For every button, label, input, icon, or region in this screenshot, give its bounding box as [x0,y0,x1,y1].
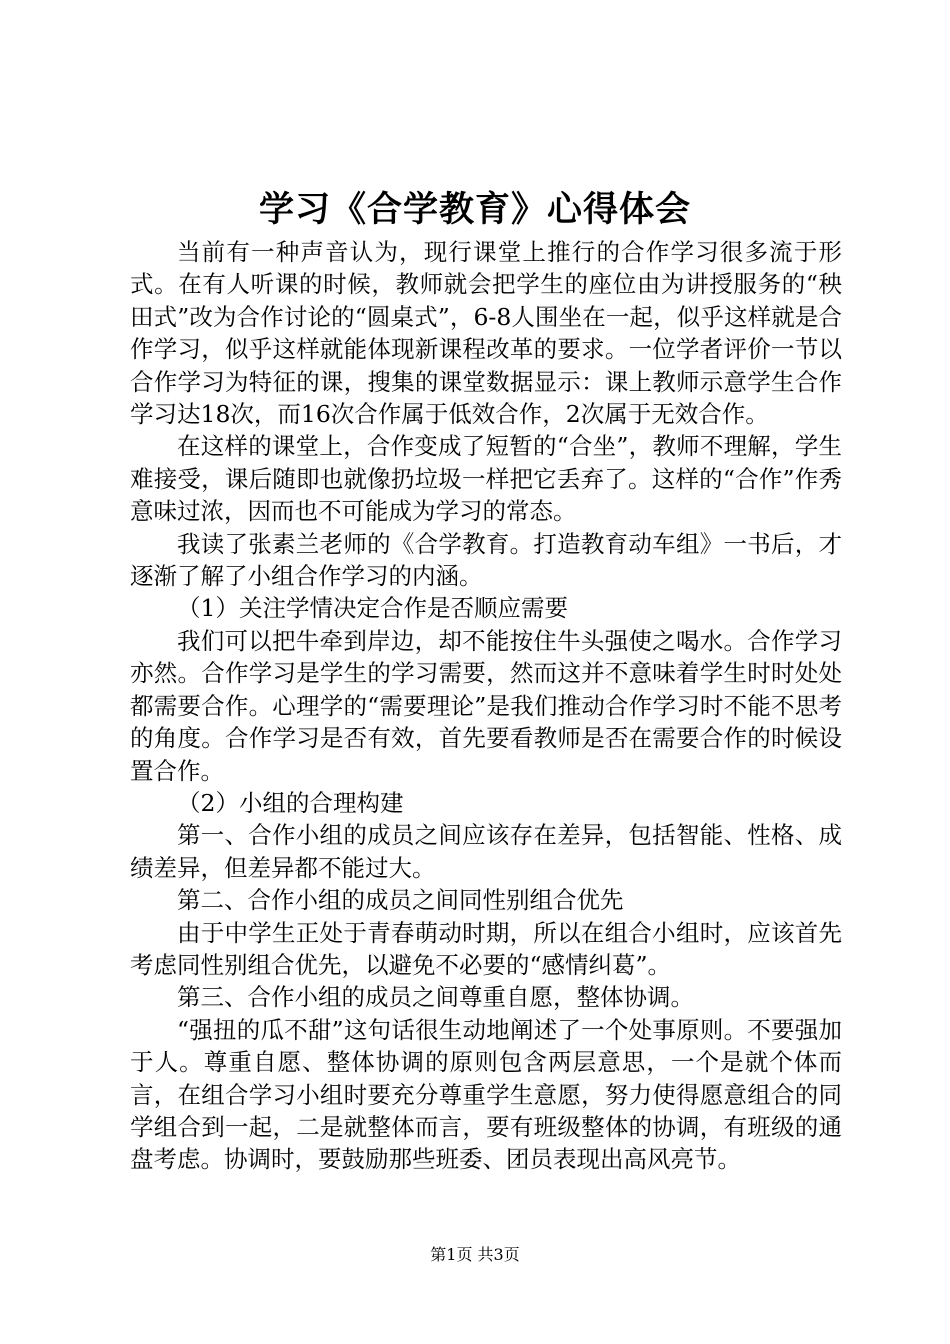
paragraph-2: 在这样的课堂上，合作变成了短暂的“合坐”，教师不理解，学生难接受，课后随即也就像扔垃圾一样把它丢弃了。这样的“合作”作秀意味过浓，因而也不可能成为学习的常态。 [130,432,842,526]
section-heading-2: （2）小组的合理构建 [177,788,404,817]
paragraph-3: 我读了张素兰老师的《合学教育。打造教育动车组》一书后，才逐渐了解了小组合作学习的内涵。 [130,529,842,591]
paragraph-5: 第一、合作小组的成员之间应该存在差异，包括智能、性格、成绩差异，但差异都不能过大。 [130,821,842,882]
document-title: 学习《合学教育》心得体会 [258,189,691,230]
paragraph-9: “强扭的瓜不甜”这句话很生动地阐述了一个处事原则。不要强加于人。尊重自愿、整体协调的原则包含两层意思，一个是就个体而言，在组合学习小组时要充分尊重学生意愿，努力使得愿意组合的同学组合到一起，二是就整体而言，要有班级整体的协调，有班级的通盘考虑。协调时，要鼓励那些班委、团员表现出高风亮节。 [130,1015,842,1174]
page-footer: 第1页 共3页 [430,1245,520,1264]
section-heading-1: （1）关注学情决定合作是否顺应需要 [177,594,568,623]
document-body [130,236,842,1176]
paragraph-4: 我们可以把牛牵到岸边，却不能按住牛头强使之喝水。合作学习亦然。合作学习是学生的学习需要，然而这并不意味着学生时时处处都需要合作。心理学的“需要理论”是我们推动合作学习时不能不思考的角度。合作学习是否有效，首先要看教师是否在需要合作的时候设置合作。 [130,626,842,785]
paragraph-1: 当前有一种声音认为，现行课堂上推行的合作学习很多流于形式。在有人听课的时候，教师就会把学生的座位由为讲授服务的“秧田式”改为合作讨论的“圆桌式”，6-8人围坐在一起，似乎这样就是合作学习，似乎这样就能体现新课程改革的要求。一位学者评价一节以合作学习为特征的课，搜集的课堂数据显示：课上教师示意学生合作学习达18次，而16次合作属于低效合作，2次属于无效合作。 [130,238,842,429]
paragraph-8: 第三、合作小组的成员之间尊重自愿，整体协调。 [177,983,694,1012]
paragraph-7: 由于中学生正处于青春萌动时期，所以在组合小组时，应该首先考虑同性别组合优先，以避免不必要的“感情纠葛”。 [130,918,842,979]
paragraph-6: 第二、合作小组的成员之间同性别组合优先 [177,886,624,915]
